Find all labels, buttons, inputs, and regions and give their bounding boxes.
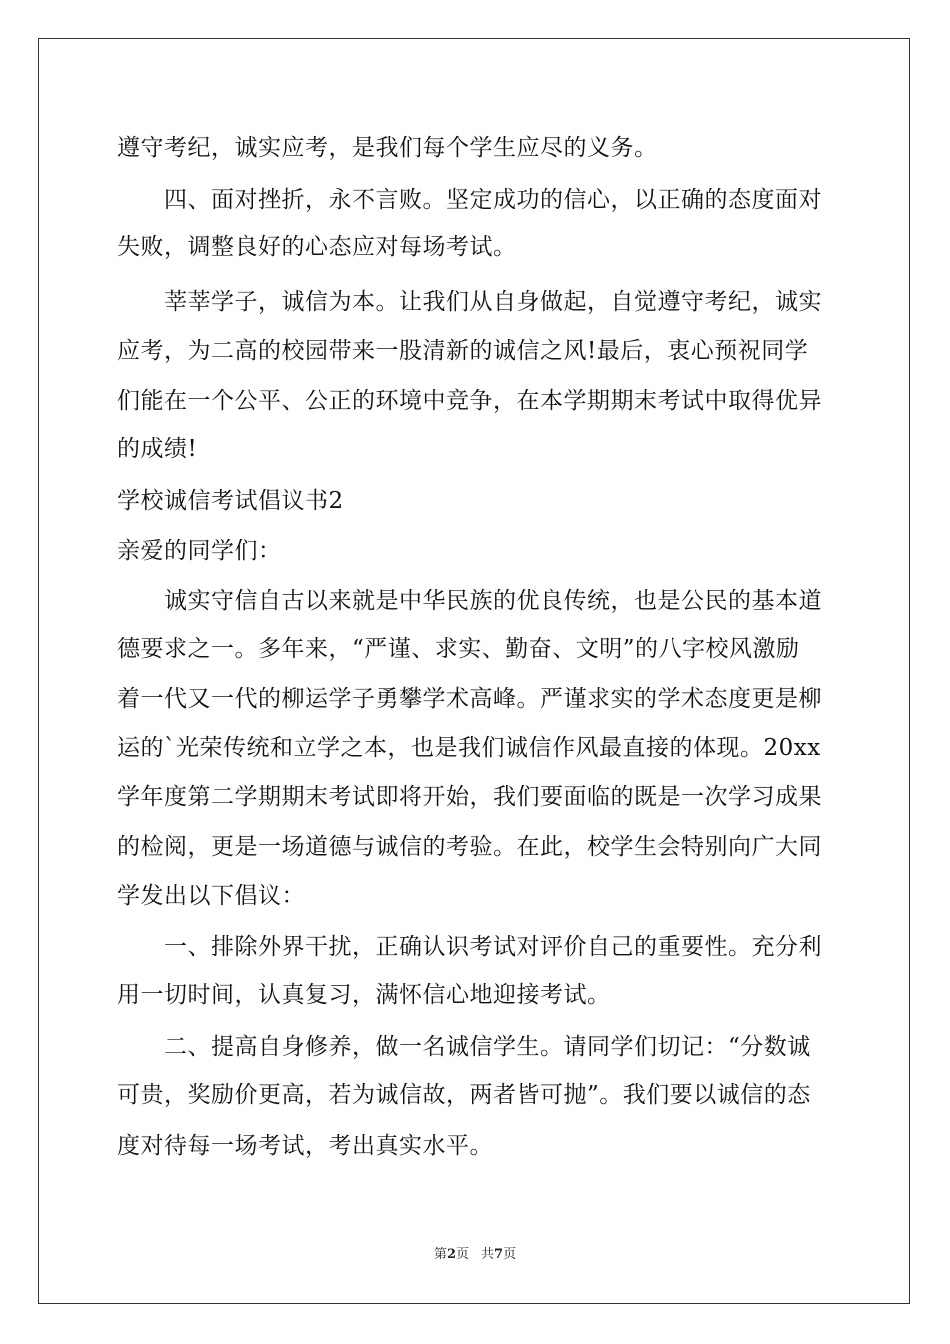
page-suffix: 页 <box>455 1247 469 1262</box>
total-pages: 7 <box>494 1247 504 1262</box>
body-text-line: 可贵，奖励价更高，若为诚信故，两者皆可抛”。我们要以诚信的态 <box>117 1082 811 1108</box>
page-number: 2 <box>446 1247 456 1262</box>
page-footer <box>0 1247 950 1263</box>
body-text-line: 着一代又一代的柳运学子勇攀学术高峰。严谨求实的学术态度更是柳 <box>117 686 822 712</box>
body-text-line: 用一切时间，认真复习，满怀信心地迎接考试。 <box>117 982 611 1008</box>
body-text-line: 一、排除外界干扰，正确认识考试对评价自己的重要性。充分利 <box>117 934 822 960</box>
body-text-line: 遵守考纪，诚实应考，是我们每个学生应尽的义务。 <box>117 135 658 161</box>
body-text-line: 德要求之一。多年来，“严谨、求实、勤奋、文明”的八字校风激励 <box>117 636 800 662</box>
section-heading: 学校诚信考试倡议书2 <box>117 488 344 514</box>
total-prefix: 共 <box>481 1247 495 1262</box>
body-text-line: 运的`光荣传统和立学之本，也是我们诚信作风最直接的体现。20xx <box>117 735 821 761</box>
body-text-line: 四、面对挫折，永不言败。坚定成功的信心，以正确的态度面对 <box>117 187 822 213</box>
total-suffix: 页 <box>503 1247 517 1262</box>
body-text-line: 莘莘学子，诚信为本。让我们从自身做起，自觉遵守考纪，诚实 <box>117 289 822 315</box>
page-prefix: 第 <box>433 1247 447 1262</box>
body-text-line: 诚实守信自古以来就是中华民族的优良传统，也是公民的基本道 <box>117 588 822 614</box>
body-text-line: 们能在一个公平、公正的环境中竞争，在本学期期末考试中取得优异 <box>117 388 822 414</box>
salutation: 亲爱的同学们： <box>117 538 282 564</box>
body-text-line: 二、提高自身修养，做一名诚信学生。请同学们切记：“分数诚 <box>117 1034 811 1060</box>
body-text-line: 的成绩! <box>117 436 198 462</box>
body-text-line: 度对待每一场考试，考出真实水平。 <box>117 1133 493 1159</box>
body-text-line: 学年度第二学期期末考试即将开始，我们要面临的既是一次学习成果 <box>117 784 822 810</box>
body-text-line: 应考，为二高的校园带来一股清新的诚信之风!最后，衷心预祝同学 <box>117 338 809 364</box>
body-text-line: 学发出以下倡议： <box>117 883 305 909</box>
body-text-line: 的检阅，更是一场道德与诚信的考验。在此，校学生会特别向广大同 <box>117 834 822 860</box>
body-text-line: 失败，调整良好的心态应对每场考试。 <box>117 234 517 260</box>
page-border <box>38 38 910 1304</box>
